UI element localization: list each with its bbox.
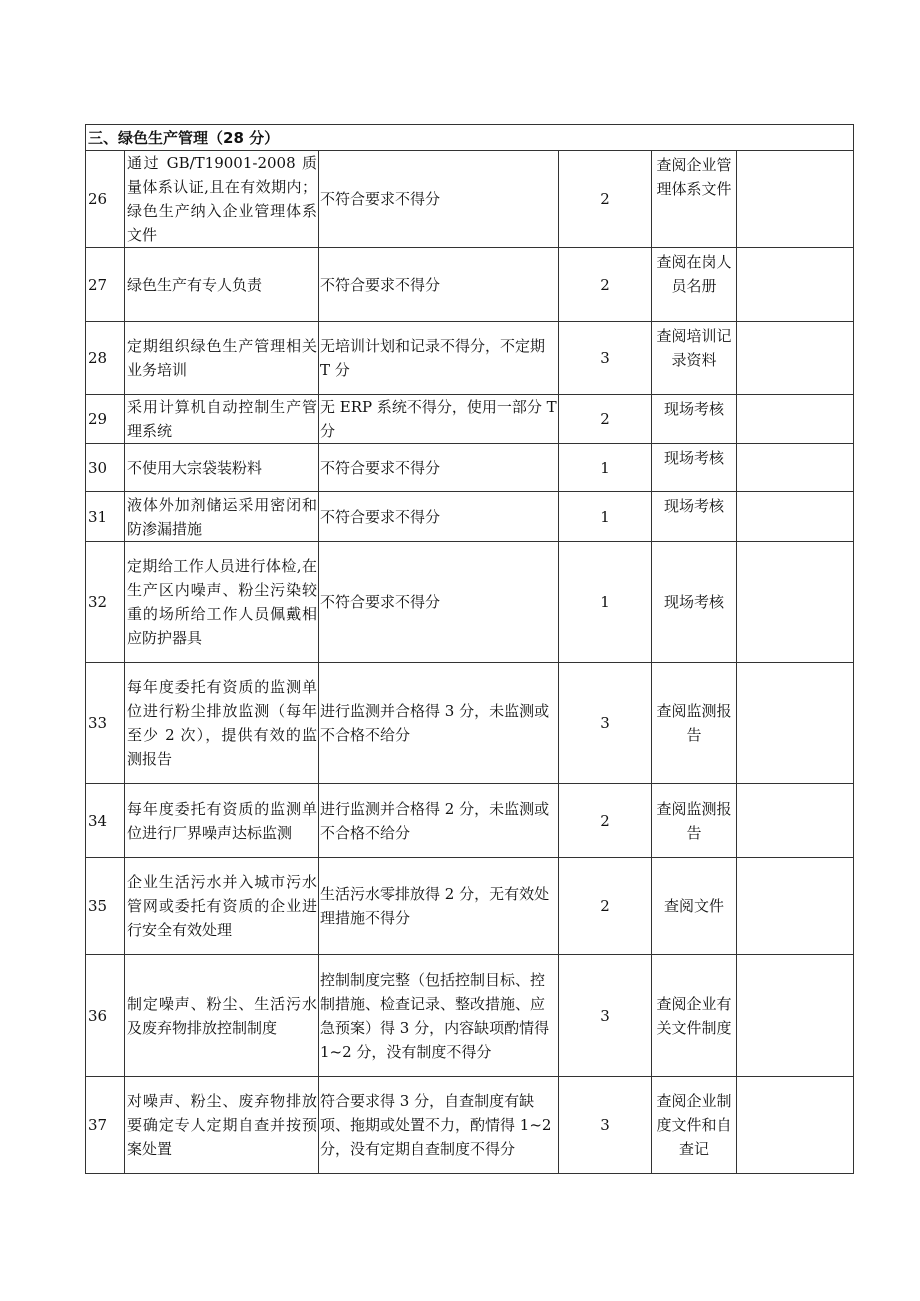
assessment-item: 通过 GB/T19001-2008 质量体系认证,且在有效期内；绿色生产纳入企业管理体系文件 [125, 151, 319, 248]
row-number: 31 [86, 492, 125, 542]
assessment-item: 定期组织绿色生产管理相关业务培训 [125, 322, 319, 395]
row-number: 36 [86, 955, 125, 1077]
row-number: 28 [86, 322, 125, 395]
assessment-item: 采用计算机自动控制生产管理系统 [125, 395, 319, 444]
assessment-item: 每年度委托有资质的监测单位进行粉尘排放监测（每年至少 2 次），提供有效的监测报告 [125, 663, 319, 784]
table-row [86, 322, 854, 395]
assessment-method: 查阅企业制度文件和自查记 [652, 1077, 737, 1174]
remark-cell [737, 663, 854, 784]
points: 1 [559, 542, 652, 663]
row-number: 33 [86, 663, 125, 784]
table-row [86, 492, 854, 542]
assessment-method: 查阅监测报告 [652, 784, 737, 858]
table-row [86, 784, 854, 858]
table-row [86, 858, 854, 955]
points: 3 [559, 663, 652, 784]
remark-cell [737, 1077, 854, 1174]
table-row [86, 1077, 854, 1174]
table-row [86, 395, 854, 444]
row-number: 29 [86, 395, 125, 444]
scoring-criteria: 进行监测并合格得 2 分，未监测或不合格不给分 [319, 784, 559, 858]
points: 2 [559, 151, 652, 248]
scoring-criteria: 进行监测并合格得 3 分，未监测或不合格不给分 [319, 663, 559, 784]
remark-cell [737, 492, 854, 542]
assessment-item: 对噪声、粉尘、废弃物排放要确定专人定期自查并按预案处置 [125, 1077, 319, 1174]
remark-cell [737, 151, 854, 248]
row-number: 27 [86, 248, 125, 322]
points: 2 [559, 395, 652, 444]
assessment-method: 现场考核 [652, 492, 737, 542]
assessment-item: 定期给工作人员进行体检,在生产区内噪声、粉尘污染较重的场所给工作人员佩戴相应防护器具 [125, 542, 319, 663]
scoring-criteria: 符合要求得 3 分，自查制度有缺项、拖期或处置不力，酌情得 1~2 分，没有定期自查制度不得分 [319, 1077, 559, 1174]
remark-cell [737, 322, 854, 395]
scoring-criteria: 无 ERP 系统不得分，使用一部分 T 分 [319, 395, 559, 444]
table-row [86, 444, 854, 492]
remark-cell [737, 395, 854, 444]
scoring-table [85, 124, 854, 1174]
assessment-method: 查阅文件 [652, 858, 737, 955]
scoring-criteria: 不符合要求不得分 [319, 492, 559, 542]
section-title: 三、绿色生产管理（28 分） [86, 125, 854, 151]
row-number: 26 [86, 151, 125, 248]
scoring-criteria: 不符合要求不得分 [319, 444, 559, 492]
table-row [86, 151, 854, 248]
row-number: 30 [86, 444, 125, 492]
points: 3 [559, 955, 652, 1077]
assessment-item: 制定噪声、粉尘、生活污水及废弃物排放控制制度 [125, 955, 319, 1077]
table-row [86, 663, 854, 784]
assessment-method: 现场考核 [652, 542, 737, 663]
remark-cell [737, 784, 854, 858]
points: 1 [559, 444, 652, 492]
assessment-method: 查阅在岗人员名册 [652, 248, 737, 322]
scoring-criteria: 无培训计划和记录不得分，不定期 T 分 [319, 322, 559, 395]
points: 1 [559, 492, 652, 542]
points: 2 [559, 858, 652, 955]
assessment-method: 查阅企业有关文件制度 [652, 955, 737, 1077]
assessment-item: 液体外加剂储运采用密闭和防渗漏措施 [125, 492, 319, 542]
scoring-criteria: 不符合要求不得分 [319, 151, 559, 248]
remark-cell [737, 444, 854, 492]
assessment-method: 查阅企业管理体系文件 [652, 151, 737, 248]
assessment-method: 查阅监测报告 [652, 663, 737, 784]
assessment-method: 查阅培训记录资料 [652, 322, 737, 395]
assessment-item: 绿色生产有专人负责 [125, 248, 319, 322]
points: 3 [559, 1077, 652, 1174]
scoring-criteria: 不符合要求不得分 [319, 542, 559, 663]
table-row [86, 248, 854, 322]
row-number: 34 [86, 784, 125, 858]
table-row [86, 542, 854, 663]
assessment-method: 现场考核 [652, 395, 737, 444]
scoring-criteria: 控制制度完整（包括控制目标、控制措施、检查记录、整改措施、应急预案）得 3 分，内容缺项酌情得 1~2 分，没有制度不得分 [319, 955, 559, 1077]
assessment-method: 现场考核 [652, 444, 737, 492]
table-row [86, 955, 854, 1077]
section-header-row [86, 125, 854, 151]
assessment-item: 不使用大宗袋装粉料 [125, 444, 319, 492]
points: 2 [559, 784, 652, 858]
remark-cell [737, 858, 854, 955]
points: 2 [559, 248, 652, 322]
row-number: 35 [86, 858, 125, 955]
remark-cell [737, 955, 854, 1077]
row-number: 32 [86, 542, 125, 663]
remark-cell [737, 542, 854, 663]
row-number: 37 [86, 1077, 125, 1174]
remark-cell [737, 248, 854, 322]
assessment-item: 每年度委托有资质的监测单位进行厂界噪声达标监测 [125, 784, 319, 858]
points: 3 [559, 322, 652, 395]
scoring-criteria: 不符合要求不得分 [319, 248, 559, 322]
assessment-item: 企业生活污水并入城市污水管网或委托有资质的企业进行安全有效处理 [125, 858, 319, 955]
scoring-criteria: 生活污水零排放得 2 分，无有效处理措施不得分 [319, 858, 559, 955]
